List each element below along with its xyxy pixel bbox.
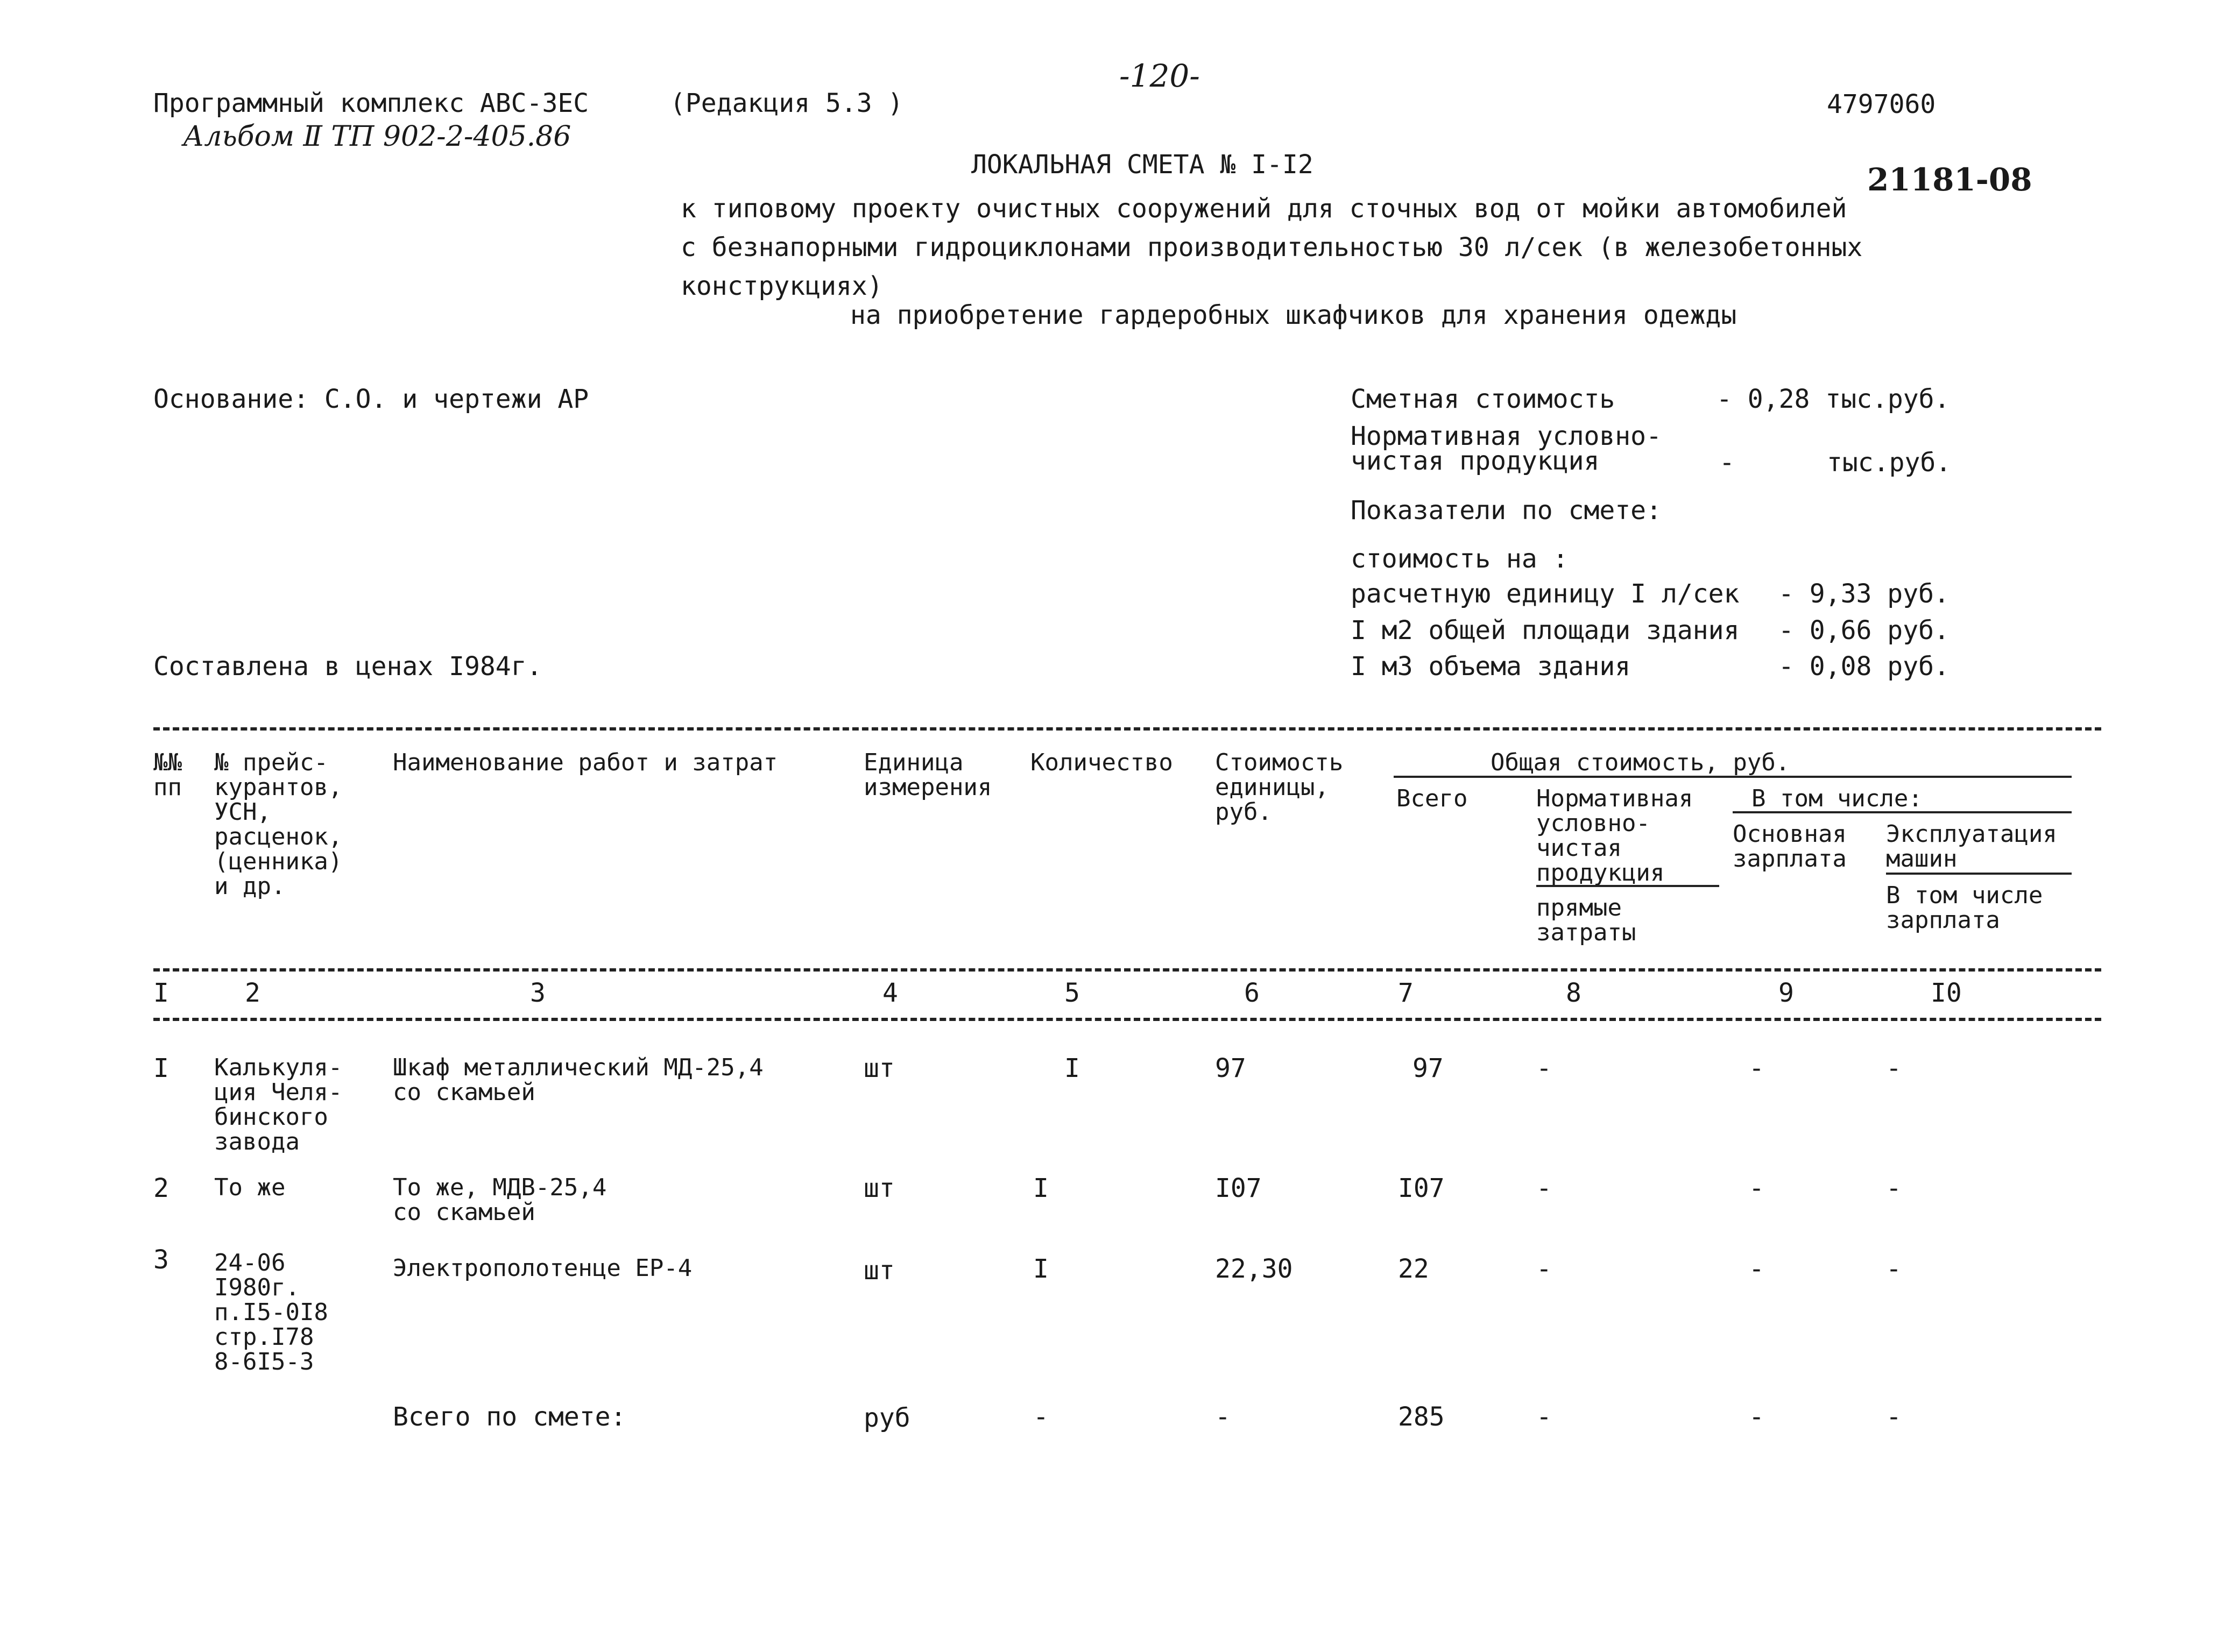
table-cell-machines: - xyxy=(1886,1173,1902,1203)
header-unit: Единица измерения xyxy=(864,749,992,801)
column-number: 5 xyxy=(1064,978,1080,1008)
table-cell-unit: шт xyxy=(864,1173,895,1203)
table-cell-machines: - xyxy=(1886,1254,1902,1284)
table-numbers-rule xyxy=(153,1018,2101,1021)
normative-underline xyxy=(1536,885,1719,887)
indicator-value: - 0,66 руб. xyxy=(1778,615,1949,646)
total-unit: руб xyxy=(864,1403,910,1433)
table-cell-salary: - xyxy=(1749,1053,1764,1083)
table-cell-normative: - xyxy=(1536,1254,1552,1284)
indicator-value: - 9,33 руб. xyxy=(1778,579,1949,609)
table-cell-name: То же, МДВ-25,4 со скамьей xyxy=(393,1174,607,1226)
table-cell-total: 22 xyxy=(1398,1254,1429,1284)
indicator-label: I м2 общей площади здания xyxy=(1351,615,1740,646)
header-unit-cost: Стоимость единицы, руб. xyxy=(1215,749,1344,826)
header-row-number: №№ пп xyxy=(153,749,182,801)
column-number: 3 xyxy=(530,978,546,1008)
column-number: 7 xyxy=(1398,978,1414,1008)
cost-per-label: стоимость на : xyxy=(1351,544,1569,574)
table-cell-reference: 24-06 I980г. п.I5-0I8 стр.I78 8-6I5-3 xyxy=(214,1249,328,1376)
header-machine-operation: Эксплуатация машин xyxy=(1886,820,2057,873)
table-cell-price: 97 xyxy=(1215,1053,1246,1083)
column-number: I xyxy=(153,978,169,1008)
header-total-cost-group: Общая стоимость, руб. xyxy=(1491,749,1790,776)
header-machine-salary: В том числе зарплата xyxy=(1886,882,2043,934)
header-normative-product: Нормативная условно- чистая продукция xyxy=(1536,785,1693,887)
prices-year: Составлена в ценах I984г. xyxy=(153,651,542,682)
table-cell-name: Шкаф металлический МД-25,4 со скамьей xyxy=(393,1054,764,1106)
header-price-reference: № прейс- курантов, УСН, расценок, (ценника) и др. xyxy=(214,749,343,900)
table-cell-quantity: I xyxy=(1033,1254,1049,1284)
table-cell-price: 22,30 xyxy=(1215,1254,1293,1284)
table-cell-unit: шт xyxy=(864,1256,895,1286)
total-normative: - xyxy=(1536,1402,1552,1432)
indicator-label: расчетную единицу I л/сек xyxy=(1351,579,1740,609)
machine-underline xyxy=(1886,873,2072,875)
document-code: 4797060 xyxy=(1827,89,1936,119)
indicator-value: - 0,08 руб. xyxy=(1778,651,1949,682)
table-cell-reference: То же xyxy=(214,1174,286,1201)
table-cell-reference: Калькуля- ция Челя- бинского завода xyxy=(214,1054,343,1155)
header-quantity: Количество xyxy=(1030,749,1173,776)
header-work-name: Наименование работ и затрат xyxy=(393,749,778,776)
estimate-purpose: на приобретение гардеробных шкафчиков для хранения одежды xyxy=(850,300,1737,330)
normative-dash: - xyxy=(1719,448,1735,478)
table-cell-price: I07 xyxy=(1215,1173,1262,1203)
indicators-label: Показатели по смете: xyxy=(1351,495,1662,526)
table-cell-quantity: I xyxy=(1033,1173,1049,1203)
header-direct-costs: прямые затраты xyxy=(1536,894,1636,946)
album-reference: Альбом Ⅱ ТП 902-2-405.86 xyxy=(183,120,571,153)
page-number: -120- xyxy=(1119,58,1200,94)
total-salary: - xyxy=(1749,1402,1764,1432)
normative-label: Нормативная условно- чистая продукция xyxy=(1351,421,1662,476)
table-cell-salary: - xyxy=(1749,1254,1764,1284)
table-cell-number: I xyxy=(153,1053,169,1083)
header-total: Всего xyxy=(1396,785,1468,812)
column-number: 4 xyxy=(882,978,898,1008)
column-number: 2 xyxy=(245,978,260,1008)
indicator-label: I м3 объема здания xyxy=(1351,651,1631,682)
table-cell-name: Электрополотенце ЕР-4 xyxy=(393,1254,693,1282)
basis: Основание: С.О. и чертежи АР xyxy=(153,384,589,414)
table-cell-salary: - xyxy=(1749,1173,1764,1203)
total-price: - xyxy=(1215,1402,1231,1432)
column-number: I0 xyxy=(1931,978,1962,1008)
total-label: Всего по смете: xyxy=(393,1402,626,1432)
header-basic-salary: Основная зарплата xyxy=(1733,820,1847,873)
table-cell-normative: - xyxy=(1536,1173,1552,1203)
table-cell-normative: - xyxy=(1536,1053,1552,1083)
including-underline xyxy=(1733,811,2072,813)
header-including-group: В том числе: xyxy=(1751,785,1923,812)
table-cell-total: I07 xyxy=(1398,1173,1445,1203)
column-number: 9 xyxy=(1778,978,1794,1008)
table-cell-machines: - xyxy=(1886,1053,1902,1083)
estimated-cost-value: - 0,28 тыс.руб. xyxy=(1717,384,1950,414)
revision: (Редакция 5.3 ) xyxy=(670,88,903,118)
table-cell-unit: шт xyxy=(864,1053,895,1083)
estimate-title: ЛОКАЛЬНАЯ СМЕТА № I-I2 xyxy=(971,150,1313,180)
table-cell-number: 3 xyxy=(153,1245,169,1275)
column-number: 6 xyxy=(1244,978,1260,1008)
total-value: 285 xyxy=(1398,1402,1445,1432)
project-description: к типовому проекту очистных сооружений для сточных вод от мойки автомобилей с безнапорными гидроциклонами производительностью 30 л/сек (в железобетонных конструкциях) xyxy=(681,194,1863,301)
table-cell-number: 2 xyxy=(153,1173,169,1203)
normative-unit: тыс.руб. xyxy=(1827,448,1952,478)
table-top-rule xyxy=(153,727,2101,731)
handwritten-code: 21181-08 xyxy=(1867,161,2032,198)
total-quantity: - xyxy=(1033,1402,1049,1432)
program-name: Программный комплекс АВС-ЗЕС xyxy=(153,88,589,118)
total-cost-underline xyxy=(1394,776,2072,778)
table-cell-total: 97 xyxy=(1412,1053,1444,1083)
total-machines: - xyxy=(1886,1402,1902,1432)
column-number: 8 xyxy=(1566,978,1581,1008)
estimated-cost-label: Сметная стоимость xyxy=(1351,384,1615,414)
table-cell-quantity: I xyxy=(1064,1053,1080,1083)
table-header-rule xyxy=(153,968,2101,972)
